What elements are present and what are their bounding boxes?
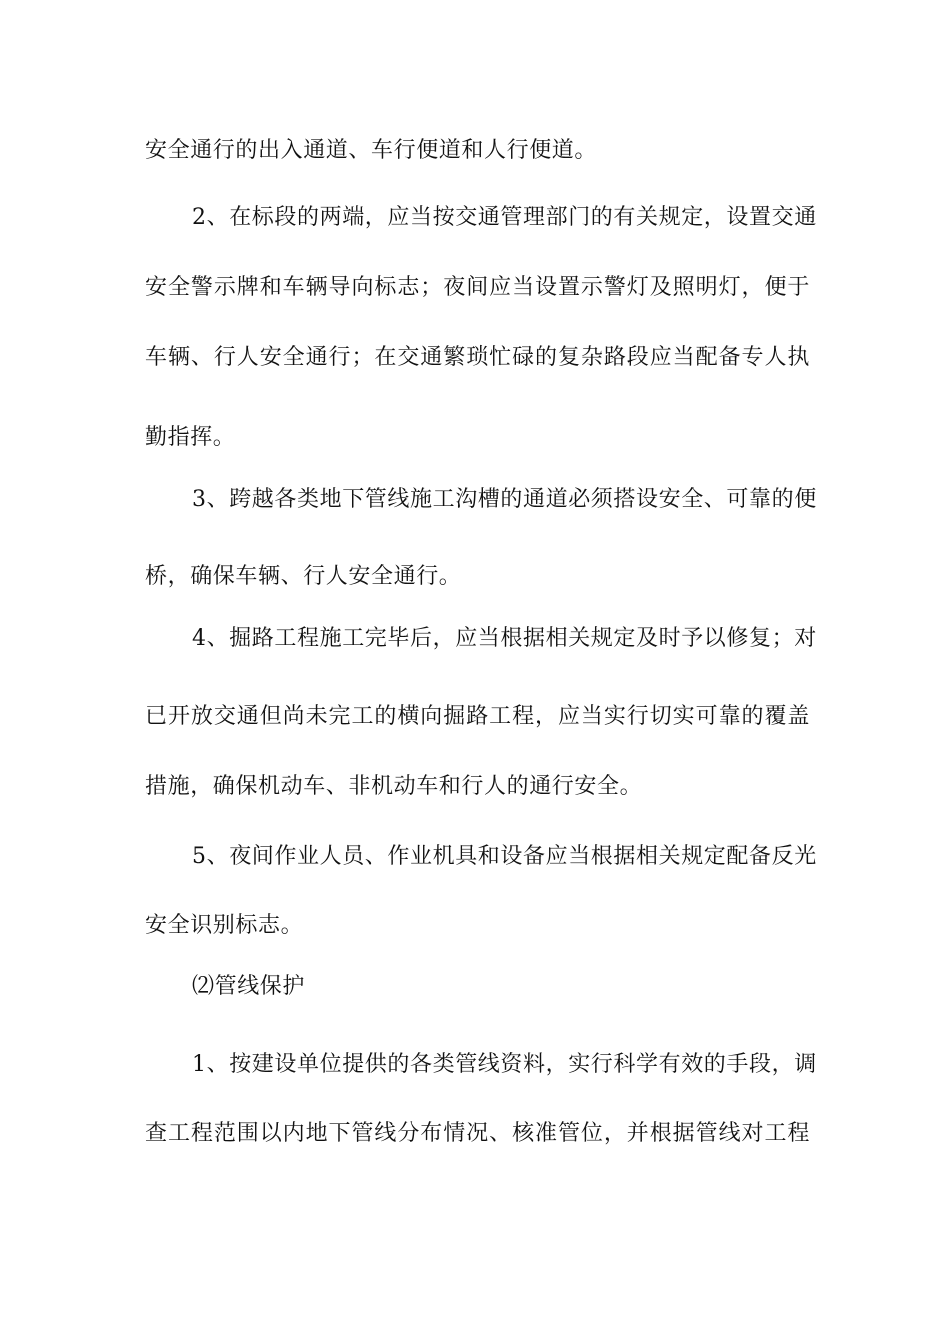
text-line: 已开放交通但尚未完工的横向掘路工程，应当实行切实可靠的覆盖 — [145, 704, 810, 729]
text-line: 安全识别标志。 — [145, 913, 304, 938]
text-line: 安全通行的出入通道、车行便道和人行便道。 — [145, 138, 598, 163]
paragraph-1-start: 1、按建设单位提供的各类管线资料，实行科学有效的手段，调 — [192, 1052, 817, 1077]
text-line: 勤指挥。 — [145, 425, 236, 450]
text-line: 查工程范围以内地下管线分布情况、核准管位，并根据管线对工程 — [145, 1121, 810, 1146]
text-line: 措施，确保机动车、非机动车和行人的通行安全。 — [145, 774, 643, 799]
paragraph-3-start: 3、跨越各类地下管线施工沟槽的通道必须搭设安全、可靠的便 — [192, 487, 817, 512]
paragraph-5-start: 5、夜间作业人员、作业机具和设备应当根据相关规定配备反光 — [192, 844, 817, 869]
paragraph-4-start: 4、掘路工程施工完毕后，应当根据相关规定及时予以修复；对 — [192, 626, 817, 651]
paragraph-2-start: 2、在标段的两端，应当按交通管理部门的有关规定，设置交通 — [192, 205, 817, 230]
text-line: 安全警示牌和车辆导向标志；夜间应当设置示警灯及照明灯，便于 — [145, 275, 810, 300]
section-heading: ⑵管线保护 — [192, 974, 306, 999]
text-line: 桥，确保车辆、行人安全通行。 — [145, 564, 462, 589]
text-line: 车辆、行人安全通行；在交通繁琐忙碌的复杂路段应当配备专人执 — [145, 345, 810, 370]
